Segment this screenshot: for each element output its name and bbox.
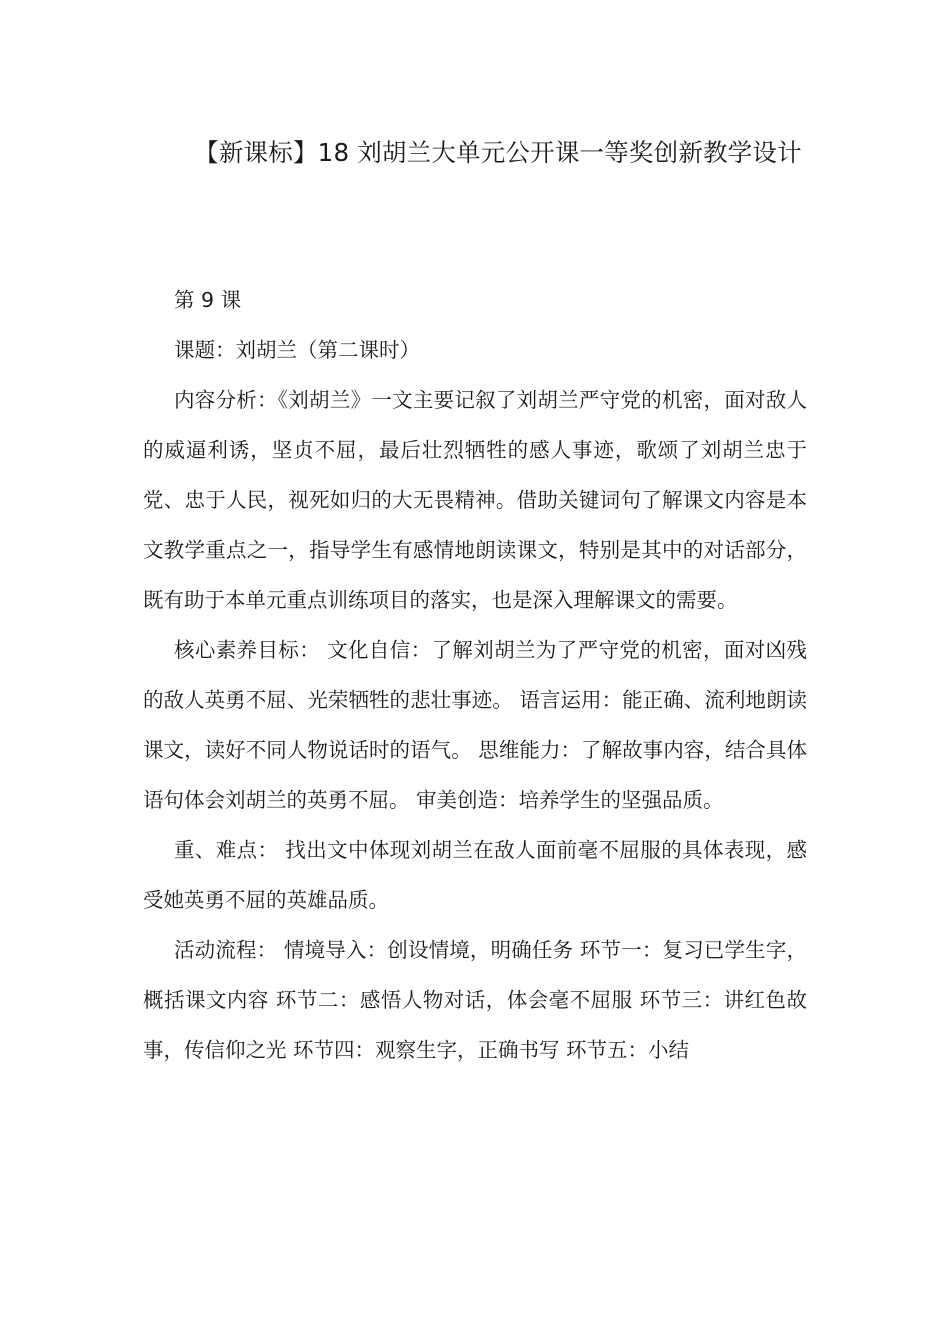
- activity-flow: 活动流程： 情境导入：创设情境，明确任务 环节一：复习已学生字，概括课文内容 环节二：感悟人物对话，体会毫不屈服 环节三：讲红色故事，传信仰之光 环节四：观察生字，正确书写 环节五：小结: [143, 938, 807, 1062]
- document-title: 【新课标】18 刘胡兰大单元公开课一等奖创新教学设计: [194, 138, 802, 167]
- content-analysis: 内容分析：《刘胡兰》一文主要记叙了刘胡兰严守党的机密，面对敌人的威逼利诱，坚贞不屈，最后壮烈牺牲的感人事迹，歌颂了刘胡兰忠于党、忠于人民，视死如归的大无畏精神。借助关键词句了解课文内容是本文教学重点之一，指导学生有感情地朗读课文，特别是其中的对话部分，既有助于本单元重点训练项目的落实，也是深入理解课文的需要。: [143, 388, 807, 612]
- document-body: [143, 275, 807, 1075]
- core-literacy-goals: 核心素养目标： 文化自信：了解刘胡兰为了严守党的机密，面对凶残的敌人英勇不屈、光荣牺牲的悲壮事迹。 语言运用：能正确、流利地朗读课文，读好不同人物说话时的语气。 思维能力：了解故事内容，结合具体语句体会刘胡兰的英勇不屈。 审美创造：培养学生的坚强品质。: [143, 638, 807, 812]
- key-difficult-points: 重、难点： 找出文中体现刘胡兰在敌人面前毫不屈服的具体表现，感受她英勇不屈的英雄品质。: [143, 838, 807, 912]
- lesson-topic: 课题：刘胡兰（第二课时）: [174, 338, 420, 362]
- lesson-number: 第 9 课: [174, 288, 242, 312]
